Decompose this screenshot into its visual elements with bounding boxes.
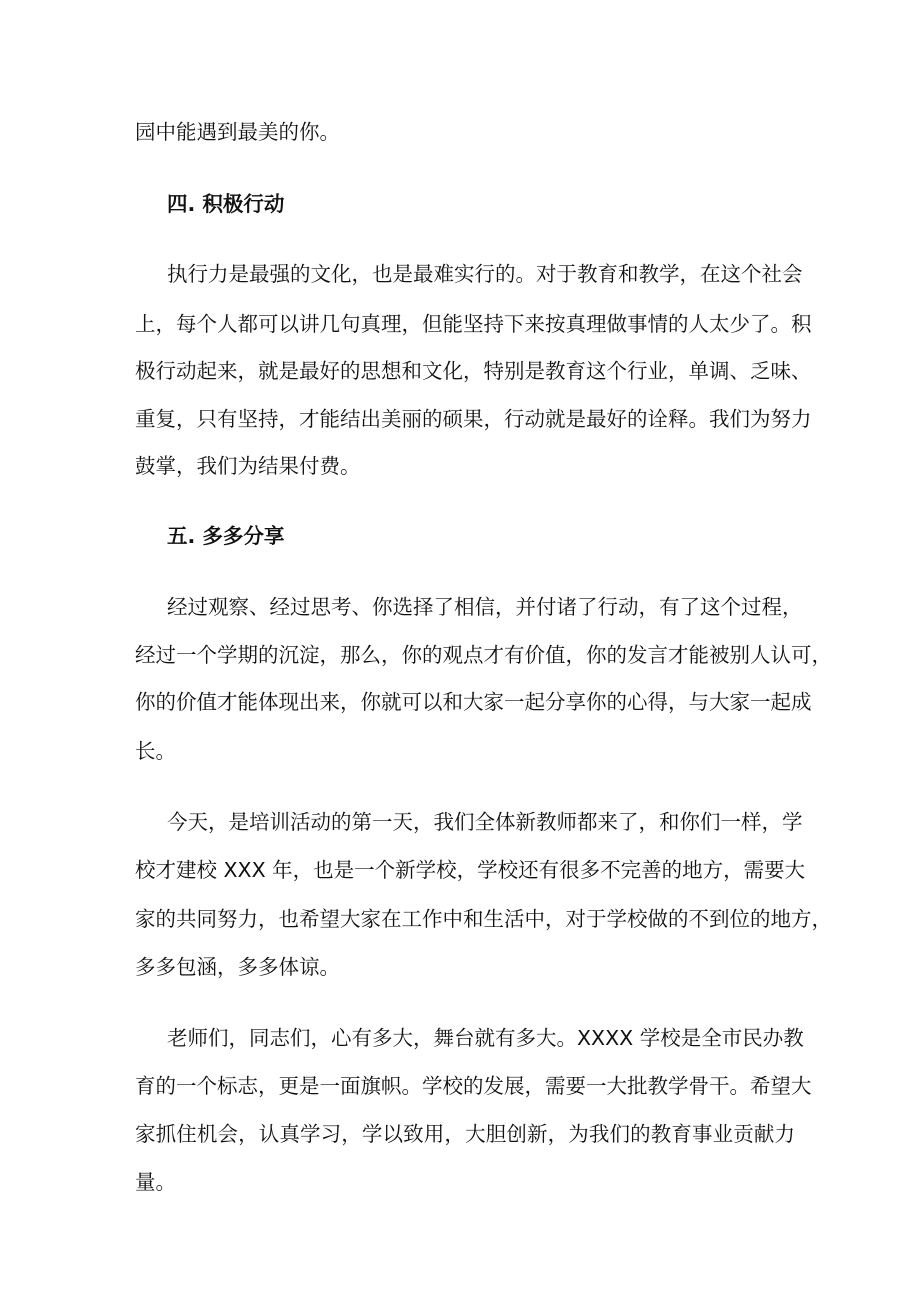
section-heading-4: 四. 积极行动: [167, 192, 285, 216]
paragraph-line: 重复，只有坚持，才能结出美丽的硕果，行动就是最好的诠释。我们为努力: [135, 407, 812, 431]
paragraph-line: 校才建校 XXX 年，也是一个新学校，学校还有很多不完善的地方，需要大: [135, 858, 806, 882]
paragraph-line: 多多包涵，多多体谅。: [135, 955, 340, 979]
intro-tail-line: 园中能遇到最美的你。: [135, 120, 340, 144]
paragraph-line: 上，每个人都可以讲几句真理，但能坚持下来按真理做事情的人太少了。积: [135, 312, 812, 336]
paragraph-line: 鼓掌，我们为结果付费。: [135, 454, 361, 478]
paragraph-line: 家抓住机会，认真学习，学以致用，大胆创新，为我们的教育事业贡献力: [135, 1122, 795, 1146]
section-heading-5: 五. 多多分享: [167, 524, 285, 548]
paragraph-line: 执行力是最强的文化，也是最难实行的。对于教育和教学，在这个社会: [167, 262, 803, 286]
paragraph-line: 育的一个标志，更是一面旗帜。学校的发展，需要一大批教学骨干。希望大: [135, 1074, 812, 1098]
paragraph-line: 长。: [135, 739, 176, 763]
paragraph-line: 极行动起来，就是最好的思想和文化，特别是教育这个行业，单调、乏味、: [135, 359, 812, 383]
paragraph-line: 家的共同努力，也希望大家在工作中和生活中，对于学校做的不到位的地方，: [135, 907, 832, 931]
paragraph-line: 量。: [135, 1170, 176, 1194]
paragraph-line: 经过观察、经过思考、你选择了相信，并付诸了行动，有了这个过程，: [167, 595, 803, 619]
paragraph-line: 老师们，同志们，心有多大，舞台就有多大。XXXX 学校是全市民办教: [167, 1026, 804, 1050]
paragraph-line: 经过一个学期的沉淀，那么，你的观点才有价值，你的发言才能被别人认可，: [135, 643, 832, 667]
paragraph-line: 你的价值才能体现出来，你就可以和大家一起分享你的心得，与大家一起成: [135, 690, 812, 714]
paragraph-line: 今天，是培训活动的第一天，我们全体新教师都来了，和你们一样，学: [167, 810, 803, 834]
